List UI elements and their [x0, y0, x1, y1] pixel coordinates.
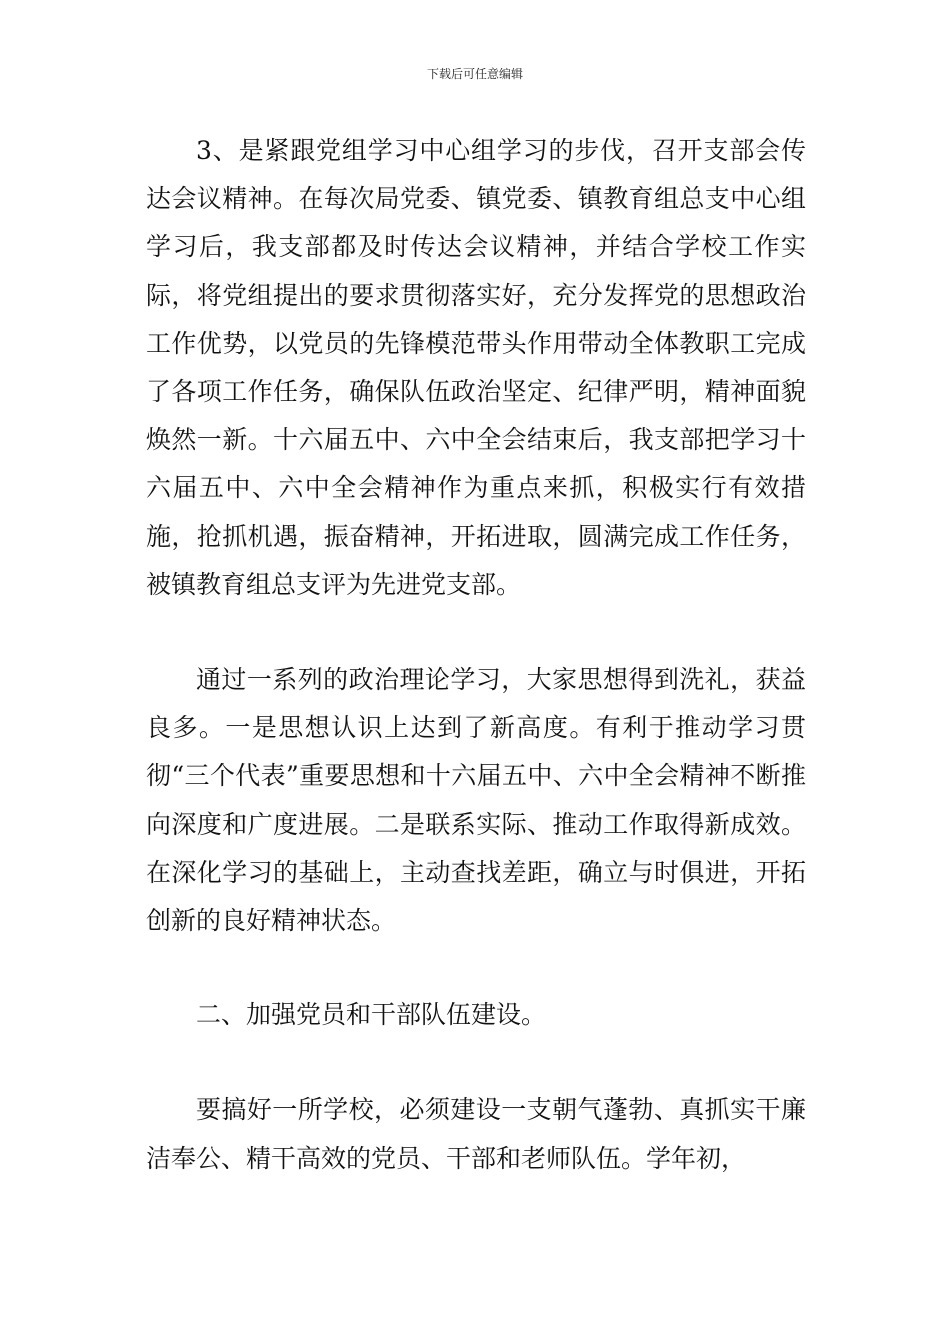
paragraph-party-study: 3、是紧跟党组学习中心组学习的步伐，召开支部会传达会议精神。在每次局党委、镇党委、镇教育组总支中心组学习后，我支部都及时传达会议精神，并结合学校工作实际，将党组提出的要求贯彻落实好，充分发挥党的思想政治工作优势，以党员的先锋模范带头作用带动全体教职工完成了各项工作任务，确保队伍政治坚定、纪律严明，精神面貌焕然一新。十六届五中、六中全会结束后，我支部把学习十六届五中、六中全会精神作为重点来抓，积极实行有效措施，抢抓机遇，振奋精神，开拓进取，圆满完成工作任务，被镇教育组总支评为先进党支部。	[146, 136, 806, 599]
section-heading-team-building: 二、加强党员和干部队伍建设。	[196, 1000, 547, 1030]
page-header: 下载后可任意编辑	[426, 67, 523, 81]
paragraph-team-building: 要搞好一所学校，必须建设一支朝气蓬勃、真抓实干廉洁奉公、精干高效的党员、干部和老师队伍。学年初，	[146, 1095, 806, 1173]
document-body	[146, 127, 806, 1183]
paragraph-study-results: 通过一系列的政治理论学习，大家思想得到洗礼，获益良多。一是思想认识上达到了新高度。有利于推动学习贯彻“三个代表”重要思想和十六届五中、六中全会精神不断推向深度和广度进展。二是联系实际、推动工作取得新成效。在深化学习的基础上，主动查找差距，确立与时俱进，开拓创新的良好精神状态。	[146, 665, 806, 936]
